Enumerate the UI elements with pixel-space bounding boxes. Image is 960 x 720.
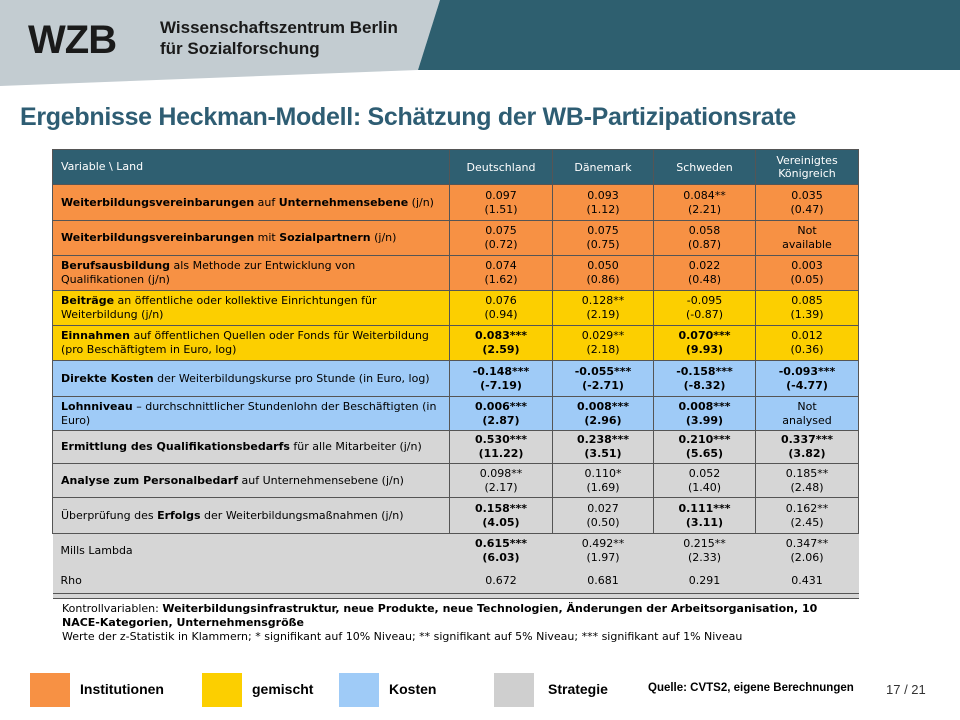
spacer-cell	[450, 594, 553, 599]
cell-number: 0.085	[791, 294, 823, 307]
cell-zstat: (0.87)	[687, 238, 722, 251]
legend-swatch-gemischt	[202, 673, 242, 707]
cell-zstat: (2.48)	[790, 480, 824, 494]
cell-number: 0.097	[485, 188, 517, 202]
institute-line-2: für Sozialforschung	[160, 39, 320, 58]
table-row	[53, 498, 859, 534]
row-label	[53, 397, 450, 431]
legend-swatch-institutionen	[30, 673, 70, 707]
table-cell	[756, 534, 859, 569]
cell-number: 0.347**	[785, 537, 829, 551]
table-cell	[450, 326, 553, 361]
cell-zstat: (3.82)	[788, 447, 826, 460]
page-number: 17 / 21	[886, 682, 926, 697]
table-row	[53, 464, 859, 498]
cell-number: -0.158***	[676, 364, 733, 378]
table-row	[53, 431, 859, 464]
cell-number: Not	[797, 224, 817, 237]
row-label-text: Überprüfung des	[61, 508, 158, 522]
cell-zstat: (0.47)	[790, 202, 824, 216]
table-row-rho	[53, 569, 859, 594]
cell-zstat: (1.40)	[687, 480, 722, 494]
cell-zstat: (2.19)	[586, 308, 620, 321]
row-label-bold: Lohnniveau	[61, 399, 133, 413]
table-cell	[553, 397, 654, 431]
legend-swatch-kosten	[339, 673, 379, 707]
cell-value	[758, 189, 856, 203]
cell-value	[758, 259, 856, 273]
cell-number: 0.006***	[474, 399, 528, 413]
table-cell	[450, 291, 553, 326]
cell-zstat: (3.51)	[584, 447, 622, 460]
legend-swatch-strategie	[494, 673, 534, 707]
cell-value	[555, 294, 651, 308]
cell-zstat: (2.59)	[482, 343, 520, 356]
cell-value	[758, 224, 856, 238]
row-label-bold: Erfolgs	[157, 508, 201, 522]
table-cell	[450, 397, 553, 431]
row-label-bold: Ermittlung des Qualifikationsbedarfs	[61, 440, 290, 453]
cell-zstat: (3.11)	[685, 515, 724, 529]
cell-value	[758, 537, 857, 551]
table-cell	[654, 534, 756, 569]
table-cell	[553, 498, 654, 534]
notes-controls: Weiterbildungsinfrastruktur, neue Produkte, neue Technologien, Änderungen der Arbeitsorganisation, 10	[162, 602, 818, 615]
header-country: Schweden	[654, 150, 756, 185]
row-label	[53, 431, 450, 464]
table-cell	[756, 431, 859, 464]
row-label	[53, 185, 450, 221]
cell-value	[656, 224, 753, 238]
table-header-row	[53, 150, 859, 185]
row-label	[53, 464, 450, 498]
cell-zstat: (9.93)	[685, 343, 724, 356]
wzb-logo: WZB	[28, 18, 117, 62]
row-label-text: auf Unternehmensebene (j/n)	[238, 473, 404, 487]
table-row	[53, 361, 859, 397]
table-row	[53, 185, 859, 221]
row-label-text: – durchschnittlicher Stundenlohn der Beschäftigten (in Euro)	[61, 399, 437, 427]
row-label-text: für alle Mitarbeiter (j/n)	[289, 440, 422, 453]
row-label-text: der Weiterbildungsmaßnahmen (j/n)	[200, 508, 404, 522]
cell-value	[555, 502, 651, 516]
cell-zstat: (6.03)	[482, 551, 520, 565]
table-cell	[756, 256, 859, 291]
legend-label-strategie: Strategie	[548, 681, 608, 697]
cell-value	[758, 294, 856, 308]
table-cell	[553, 256, 654, 291]
cell-number: 0.210***	[678, 433, 731, 446]
cell-zstat: (0.05)	[790, 273, 824, 286]
cell-value	[656, 433, 753, 447]
notes-line-2	[62, 616, 817, 630]
cell-number: 0.098**	[479, 466, 523, 480]
cell-number: 0.162**	[785, 501, 829, 515]
table-cell	[654, 256, 756, 291]
legend-label-gemischt: gemischt	[252, 681, 314, 697]
row-label-bold: Sozialpartnern	[279, 231, 371, 244]
cell-zstat: (0.48)	[687, 273, 722, 286]
results-table	[52, 149, 859, 599]
cell-number: 0.215**	[683, 537, 726, 551]
cell-value	[452, 189, 550, 203]
cell-value	[758, 365, 856, 379]
cell-value	[758, 433, 856, 447]
cell-number: 0.035	[791, 188, 823, 202]
cell-zstat: (0.50)	[586, 515, 620, 529]
table-cell	[756, 185, 859, 221]
cell-zstat: (2.45)	[790, 515, 824, 529]
cell-value	[555, 189, 651, 203]
cell-value	[555, 433, 651, 447]
cell-number: 0.012	[791, 329, 823, 342]
row-label-bold: Weiterbildungsvereinbarungen	[61, 231, 255, 244]
institute-name	[160, 17, 398, 59]
row-label-bold: Berufsausbildung	[61, 259, 171, 272]
cell-number: 0.076	[485, 294, 517, 307]
cell-value	[656, 537, 754, 551]
cell-value	[656, 189, 753, 203]
cell-value	[555, 400, 651, 414]
cell-number: 0.022	[688, 259, 721, 272]
row-label-text: auf öffentlichen Quellen oder Fonds für Weiterbildung (pro Beschäftigtem in Euro, log)	[61, 329, 429, 356]
cell-value	[452, 365, 550, 379]
row-label-text: als Methode zur Entwicklung von Qualifikationen (j/n)	[61, 259, 356, 286]
table-cell	[450, 498, 553, 534]
cell-zstat: (-8.32)	[683, 378, 726, 392]
cell-value	[452, 224, 550, 238]
row-label-bold: Direkte Kosten	[61, 371, 154, 385]
cell-value	[452, 259, 550, 273]
cell-number: 0.052	[688, 466, 721, 480]
cell-value	[452, 400, 550, 414]
row-label-text: (j/n)	[370, 231, 397, 244]
cell-value	[656, 467, 753, 481]
table-cell	[450, 185, 553, 221]
cell-number: 0.158***	[474, 501, 528, 515]
table-cell	[654, 361, 756, 397]
cell-zstat: (2.17)	[484, 480, 518, 494]
cell-value	[758, 400, 856, 414]
cell-number: 0.074	[485, 259, 517, 272]
table-cell	[553, 185, 654, 221]
table-cell: 0.681	[553, 569, 654, 594]
row-label	[53, 498, 450, 534]
cell-number: 0.093	[587, 188, 619, 202]
cell-value	[656, 259, 753, 273]
table-cell: 0.672	[450, 569, 553, 594]
table-cell	[654, 431, 756, 464]
spacer-cell	[53, 594, 450, 599]
cell-value	[656, 502, 753, 516]
table-cell	[654, 291, 756, 326]
legend-label-institutionen: Institutionen	[80, 681, 164, 697]
cell-value	[555, 365, 651, 379]
table-spacer	[53, 594, 859, 599]
cell-zstat: (2.21)	[687, 202, 722, 216]
cell-number: 0.110*	[584, 466, 622, 480]
row-label-bold: Weiterbildungsvereinbarungen	[61, 195, 255, 209]
table-cell	[450, 221, 553, 256]
cell-number: -0.093***	[778, 364, 836, 378]
cell-value	[452, 433, 550, 447]
table-cell	[756, 397, 859, 431]
row-label: Mills Lambda	[53, 534, 450, 569]
cell-value	[452, 502, 550, 516]
row-label-text: (j/n)	[408, 195, 434, 209]
table-cell	[553, 431, 654, 464]
row-label	[53, 361, 450, 397]
cell-zstat: (2.96)	[584, 413, 622, 427]
cell-zstat: (2.06)	[790, 551, 824, 565]
cell-value	[452, 329, 550, 343]
header-banner	[0, 0, 960, 86]
table-cell	[450, 256, 553, 291]
legend-label-kosten: Kosten	[389, 681, 437, 697]
cell-number: 0.128**	[581, 294, 625, 307]
table-row	[53, 326, 859, 361]
table-cell	[654, 464, 756, 498]
cell-zstat: (2.33)	[687, 551, 722, 565]
cell-zstat: (0.36)	[790, 343, 824, 356]
institute-line-1: Wissenschaftszentrum Berlin	[160, 18, 398, 37]
cell-zstat: (-4.77)	[786, 378, 828, 392]
table-cell	[553, 534, 654, 569]
cell-zstat: (-2.71)	[582, 378, 624, 392]
cell-number: 0.185**	[785, 466, 829, 480]
cell-number: 0.337***	[780, 433, 834, 446]
cell-zstat: (1.12)	[586, 202, 620, 216]
row-label-bold: Einnahmen	[61, 329, 130, 342]
cell-value	[555, 224, 651, 238]
table-cell	[553, 326, 654, 361]
cell-number: 0.530***	[474, 433, 528, 446]
cell-value	[656, 365, 753, 379]
header-variable: Variable \ Land	[53, 150, 450, 185]
cell-value	[656, 400, 753, 414]
cell-zstat: available	[782, 238, 832, 251]
row-label	[53, 291, 450, 326]
header-background	[0, 0, 960, 86]
row-label-text: auf	[254, 195, 279, 209]
table-cell	[450, 464, 553, 498]
table-cell	[654, 221, 756, 256]
cell-zstat: (1.39)	[790, 308, 824, 321]
cell-zstat: (1.69)	[586, 480, 620, 494]
cell-number: 0.050	[587, 259, 619, 272]
row-label-text: an öffentliche oder kollektive Einrichtungen für Weiterbildung (j/n)	[61, 294, 377, 321]
cell-zstat: (1.97)	[586, 551, 620, 565]
cell-zstat: (0.72)	[484, 238, 518, 251]
spacer-cell	[553, 594, 654, 599]
cell-value	[555, 537, 652, 551]
cell-zstat: (0.75)	[586, 238, 620, 251]
table-row	[53, 221, 859, 256]
cell-zstat: (-0.87)	[685, 308, 724, 321]
table-notes	[62, 602, 817, 644]
cell-zstat: (-7.19)	[480, 378, 522, 392]
table-cell	[756, 498, 859, 534]
cell-number: 0.003	[791, 259, 823, 272]
table-cell	[756, 326, 859, 361]
cell-number: 0.075	[587, 224, 619, 237]
table-cell	[756, 361, 859, 397]
cell-zstat: (4.05)	[482, 515, 520, 529]
notes-line-1	[62, 602, 817, 616]
table-cell	[553, 464, 654, 498]
table-cell	[553, 221, 654, 256]
cell-value	[555, 329, 651, 343]
cell-value	[452, 294, 550, 308]
cell-number: 0.070***	[678, 329, 731, 342]
cell-number: 0.058	[688, 224, 721, 237]
spacer-cell	[654, 594, 756, 599]
cell-zstat: (2.18)	[586, 343, 620, 356]
table-cell	[654, 326, 756, 361]
cell-zstat: (5.65)	[685, 447, 724, 460]
cell-value	[758, 502, 856, 516]
row-label	[53, 326, 450, 361]
table-cell	[654, 498, 756, 534]
table-cell	[450, 431, 553, 464]
cell-value	[656, 329, 753, 343]
table-row	[53, 397, 859, 431]
cell-number: 0.008***	[576, 399, 630, 413]
row-label: Rho	[53, 569, 450, 594]
cell-value	[555, 467, 651, 481]
spacer-cell	[756, 594, 859, 599]
source-note: Quelle: CVTS2, eigene Berechnungen	[648, 682, 854, 694]
table-cell	[553, 291, 654, 326]
cell-number: 0.027	[587, 501, 619, 515]
header-country: Vereinigtes Königreich	[756, 150, 859, 185]
cell-value	[452, 467, 550, 481]
table-cell: 0.291	[654, 569, 756, 594]
header-country: Deutschland	[450, 150, 553, 185]
cell-zstat: (2.87)	[482, 413, 520, 427]
cell-number: Not	[797, 399, 817, 413]
table-cell	[756, 221, 859, 256]
table-cell	[756, 464, 859, 498]
cell-zstat: (0.94)	[484, 308, 518, 321]
cell-number: 0.238***	[576, 433, 630, 446]
cell-number: -0.095	[686, 294, 723, 307]
cell-number: -0.148***	[472, 364, 530, 378]
table-row	[53, 256, 859, 291]
cell-number: -0.055***	[574, 364, 632, 378]
notes-prefix: Kontrollvariablen:	[62, 602, 163, 615]
row-label-bold: Beiträge	[61, 294, 115, 307]
row-label-bold: Unternehmensebene	[278, 195, 409, 209]
table-cell: 0.431	[756, 569, 859, 594]
cell-number: 0.029**	[581, 329, 625, 342]
row-label-text: der Weiterbildungskurse pro Stunde (in Euro, log)	[153, 371, 430, 385]
row-label-bold: Analyse zum Personalbedarf	[61, 473, 238, 487]
table-cell	[553, 361, 654, 397]
cell-value	[555, 259, 651, 273]
notes-line-3: Werte der z-Statistik in Klammern; * signifikant auf 10% Niveau; ** signifikant auf 5% Niveau; *** signifikant auf 1% Niveau	[62, 630, 743, 643]
table-cell	[756, 291, 859, 326]
cell-number: 0.615***	[474, 537, 528, 551]
cell-value	[758, 329, 856, 343]
notes-controls-cont: NACE-Kategorien, Unternehmensgröße	[62, 616, 305, 629]
table-row-mills	[53, 534, 859, 569]
cell-value	[452, 537, 551, 551]
table-cell	[654, 185, 756, 221]
cell-number: 0.084**	[683, 188, 726, 202]
cell-zstat: (1.62)	[484, 273, 518, 286]
header-country: Dänemark	[553, 150, 654, 185]
table-cell	[450, 361, 553, 397]
row-label	[53, 256, 450, 291]
slide-title: Ergebnisse Heckman-Modell: Schätzung der WB-Partizipationsrate	[20, 103, 796, 131]
row-label	[53, 221, 450, 256]
cell-value	[758, 467, 856, 481]
cell-number: 0.083***	[474, 329, 528, 342]
row-label-text: mit	[254, 231, 280, 244]
cell-value	[656, 294, 753, 308]
cell-zstat: (0.86)	[586, 273, 620, 286]
cell-number: 0.075	[485, 224, 517, 237]
cell-number: 0.008***	[678, 399, 731, 413]
cell-zstat: (3.99)	[685, 413, 724, 427]
cell-zstat: (1.51)	[484, 202, 518, 216]
cell-number: 0.492**	[581, 537, 625, 551]
table-cell	[654, 397, 756, 431]
cell-number: 0.111***	[678, 501, 731, 515]
cell-zstat: analysed	[782, 413, 832, 427]
cell-zstat: (11.22)	[478, 447, 524, 460]
table-row	[53, 291, 859, 326]
table-cell	[450, 534, 553, 569]
